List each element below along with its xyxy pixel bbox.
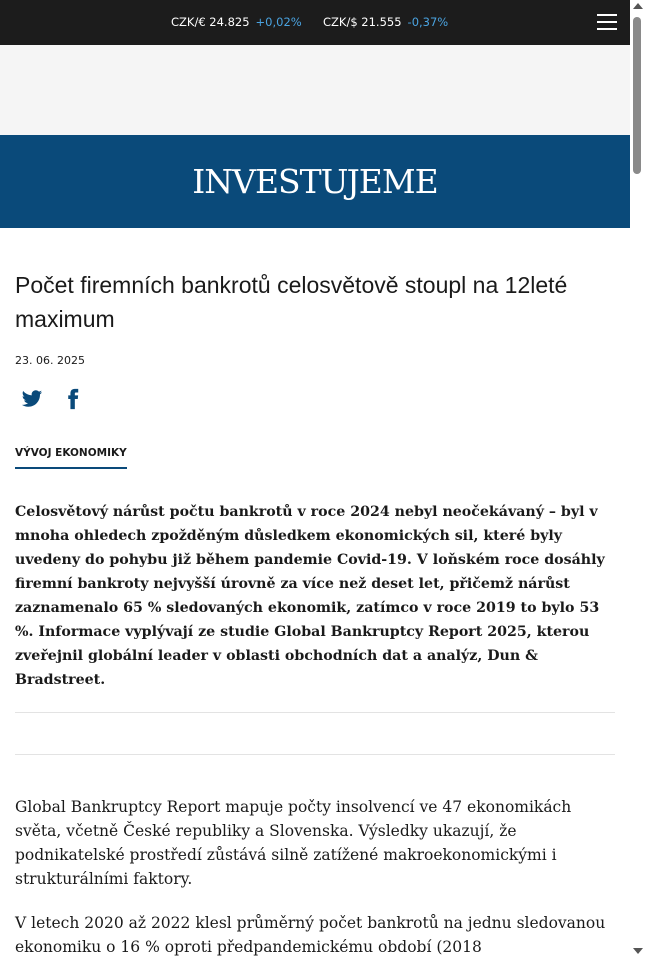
facebook-icon[interactable] [62,388,84,410]
scroll-down-arrow-icon[interactable] [633,948,643,954]
category-link[interactable]: VÝVOJ EKONOMIKY [15,447,127,469]
twitter-icon[interactable] [21,388,43,410]
article-paragraph: V letech 2020 až 2022 klesl průměrný počet bankrotů na jednu sledovanou ekonomiku o 16 % oproti předpandemickému období (2018 [15,914,606,956]
ticker-usd[interactable] [323,15,448,29]
site-logo[interactable]: INVESTUJEME [192,162,438,201]
ticker-usd-change: -0,37% [407,15,449,29]
ad-space [0,45,630,135]
currency-ticker-bar [0,0,630,45]
divider [15,754,615,755]
scrollbar-thumb[interactable] [633,17,641,174]
ticker-eur-change: +0,02% [255,15,302,29]
brand-banner [0,135,630,228]
article-perex: Celosvětový nárůst počtu bankrotů v roce 2024 nebyl neočekávaný – byl v mnoha ohledech zpožděným důsledkem ekonomických sil, které byly uvedeny do pohybu již během pandemie Covid-19. V loňském roce dosáhly firemní bankroty nejvyšší úrovně za více než deset let, přičemž nárůst zaznamenalo 65 % sledovaných ekonomik, zatímco v roce 2019 to bylo 53 %. Informace vyplývají ze studie Global Bankruptcy Report 2025, kterou zveřejnil globální leader v oblasti obchodních dat a analýz, Dun & Bradstreet. [15,504,605,688]
ticker-eur[interactable] [171,15,302,29]
ticker-eur-rate: CZK/€ 24.825 [171,15,250,29]
ticker-usd-rate: CZK/$ 21.555 [323,15,402,29]
article-date: 23. 06. 2025 [15,354,85,367]
article-title: Počet firemních bankrotů celosvětově stoupl na 12leté maximum [15,272,568,332]
hamburger-menu-icon[interactable] [597,14,617,32]
divider [15,712,615,713]
scrollbar[interactable] [630,0,645,961]
article-paragraph: Global Bankruptcy Report mapuje počty insolvencí ve 47 ekonomikách světa, včetně České republiky a Slovenska. Výsledky ukazují, že podnikatelské prostředí zůstává silně zatížené makroekonomickými i strukturálními faktory. [15,798,572,888]
scroll-up-arrow-icon[interactable] [633,3,643,9]
share-buttons [21,388,98,410]
